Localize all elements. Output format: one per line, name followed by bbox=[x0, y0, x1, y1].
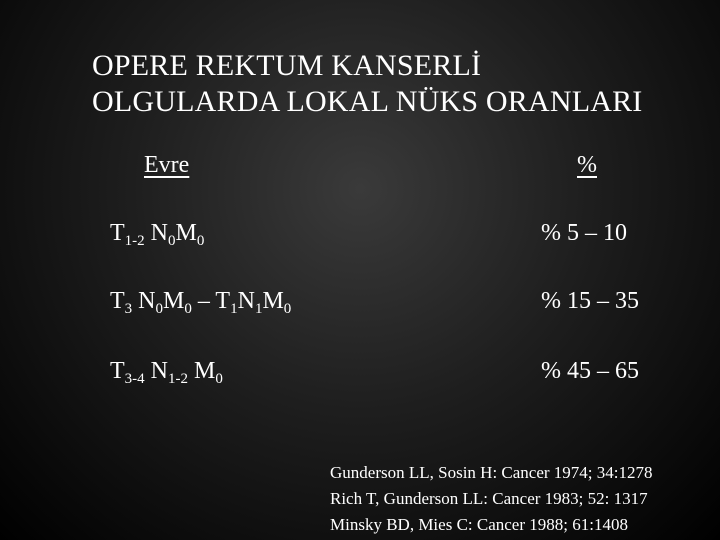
stage-text: – T bbox=[191, 288, 231, 314]
stage-text: N bbox=[237, 288, 255, 314]
stage-subscript: 0 bbox=[155, 301, 164, 317]
stage-subscript: 1-2 bbox=[168, 371, 189, 387]
column-header-percent: % bbox=[577, 152, 597, 178]
stage-subscript: 3 bbox=[124, 301, 133, 317]
title-line-2: OLGULARDA LOKAL NÜKS ORANLARI bbox=[92, 85, 643, 118]
table-row bbox=[0, 288, 720, 322]
table-row bbox=[0, 220, 720, 254]
title-line-1: OPERE REKTUM KANSERLİ bbox=[92, 49, 482, 82]
stage-text: M bbox=[188, 358, 216, 384]
stage-text: T bbox=[110, 288, 125, 314]
stage-subscript: 0 bbox=[168, 233, 176, 249]
recurrence-range: % 15 – 35 bbox=[541, 288, 639, 314]
stage-subscript: 1-2 bbox=[124, 233, 145, 249]
reference-item: Rich T, Gunderson LL: Cancer 1983; 52: 1317 bbox=[330, 489, 648, 508]
slide-title bbox=[92, 48, 702, 120]
stage-subscript: 0 bbox=[215, 371, 223, 387]
stage-cell bbox=[110, 288, 291, 315]
stage-text: N bbox=[144, 220, 169, 246]
stage-text: N bbox=[144, 358, 169, 384]
stage-text: M bbox=[175, 220, 197, 246]
stage-text: M bbox=[163, 288, 185, 314]
reference-item: Gunderson LL, Sosin H: Cancer 1974; 34:1278 bbox=[330, 463, 653, 482]
stage-subscript: 0 bbox=[184, 301, 192, 317]
stage-subscript: 0 bbox=[283, 301, 292, 317]
stage-subscript: 1 bbox=[254, 301, 263, 317]
stage-text: M bbox=[262, 288, 284, 314]
stage-text: T bbox=[110, 220, 125, 246]
references bbox=[330, 460, 653, 538]
stage-subscript: 1 bbox=[230, 301, 238, 317]
stage-text: T bbox=[110, 358, 125, 384]
table-row bbox=[0, 358, 720, 392]
stage-cell bbox=[110, 358, 223, 385]
reference-item: Minsky BD, Mies C: Cancer 1988; 61:1408 bbox=[330, 515, 628, 534]
stage-text: N bbox=[132, 288, 156, 314]
stage-subscript: 3-4 bbox=[124, 371, 145, 387]
recurrence-range: % 5 – 10 bbox=[541, 220, 627, 246]
column-header-stage: Evre bbox=[144, 152, 190, 178]
stage-subscript: 0 bbox=[196, 233, 205, 249]
stage-cell bbox=[110, 220, 204, 247]
recurrence-range: % 45 – 65 bbox=[541, 358, 639, 384]
